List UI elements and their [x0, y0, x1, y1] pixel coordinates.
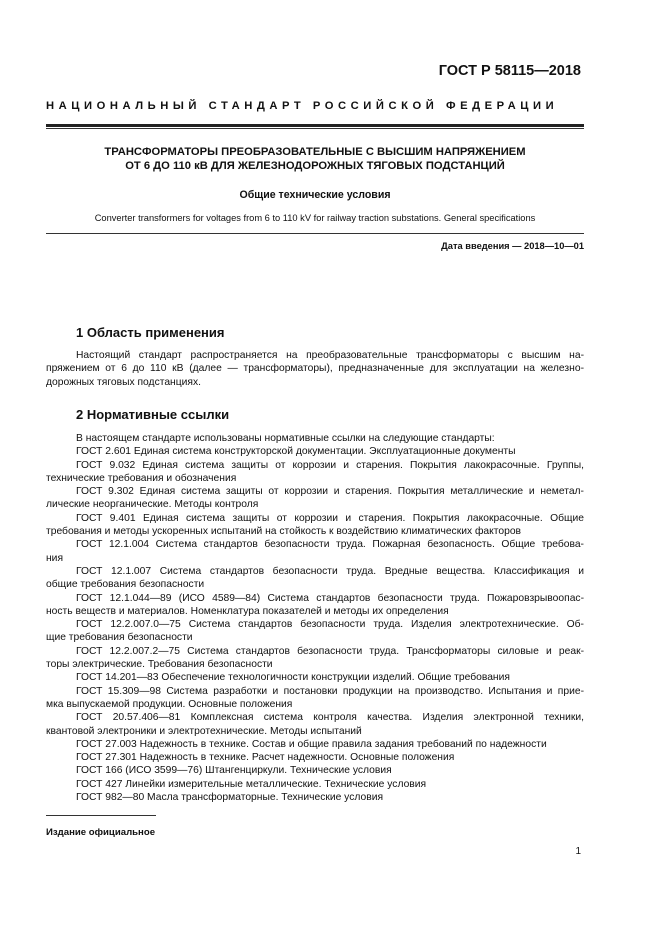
reference-line: ГОСТ 9.032 Единая система защиты от коррозии и старения. Покрытия лакокрасочные. Группы, — [76, 459, 584, 471]
section-2-body — [46, 432, 584, 804]
reference-line: ГОСТ 12.1.044—89 (ИСО 4589—84) Система стандартов безопасности труда. Пожаровзрывоопас- — [76, 592, 584, 604]
reference-line: лические неорганические. Методы контроля — [46, 499, 259, 511]
text-line: Настоящий стандарт распространяется на преобразовательные трансформаторы с высшим на- — [76, 350, 584, 361]
reference-line: требования и методы ускоренных испытаний на стойкость к воздействию климатических факторов — [46, 526, 522, 538]
introduction-date: Дата введения — 2018—10—01 — [441, 241, 584, 251]
document-subtitle: Общие технические условия — [239, 189, 391, 201]
section-1-body — [46, 349, 584, 389]
header-rule-thick — [46, 124, 584, 127]
reference-line: общие требования безопасности — [46, 579, 205, 591]
text-line: дорожных тяговых подстанциях. — [46, 376, 201, 388]
text-line: В настоящем стандарте использованы нормативные ссылки на следующие стандарты: — [76, 433, 495, 444]
reference-line: ГОСТ 2.601 Единая система конструкторской документации. Эксплуатационные документы — [76, 446, 516, 458]
reference-line: ГОСТ 9.302 Единая система защиты от коррозии и старения. Покрытия металлические и неметал- — [76, 486, 584, 498]
section-1-heading: 1 Область применения — [76, 325, 225, 340]
reference-line: ГОСТ 20.57.406—81 Комплексная система контроля качества. Изделия электронной техники, — [76, 712, 584, 724]
text-line: пряжением от 6 до 110 кВ (далее — трансформаторы), предназначенные для эксплуатации на железно- — [46, 363, 584, 375]
page-number: 1 — [575, 846, 581, 857]
national-standard-heading: НАЦИОНАЛЬНЫЙ СТАНДАРТ РОССИЙСКОЙ ФЕДЕРАЦИИ — [46, 100, 559, 112]
reference-line: мка выпускаемой продукции. Основные положения — [46, 698, 293, 710]
section-2-heading: 2 Нормативные ссылки — [76, 407, 230, 422]
reference-line: ГОСТ 14.201—83 Обеспечение технологичности конструкции изделий. Общие требования — [76, 672, 510, 684]
reference-line: торы электрические. Требования безопасности — [46, 659, 273, 671]
reference-line: ГОСТ 427 Линейки измерительные металлические. Технические условия — [76, 778, 427, 790]
reference-line: ГОСТ 166 (ИСО 3599—76) Штангенциркули. Технические условия — [76, 765, 392, 777]
reference-line: квантовой электроники и электротехнические. Методы испытаний — [46, 725, 362, 737]
document-title — [46, 145, 584, 173]
official-edition-label: Издание официальное — [46, 827, 156, 838]
title-line-2: ОТ 6 ДО 110 кВ ДЛЯ ЖЕЛЕЗНОДОРОЖНЫХ ТЯГОВЫХ ПОДСТАНЦИЙ — [125, 160, 505, 172]
reference-line: ГОСТ 9.401 Единая система защиты от коррозии и старения. Покрытия лакокрасочные. Общие — [76, 512, 584, 524]
document-designation: ГОСТ Р 58115—2018 — [438, 63, 581, 79]
reference-line: ГОСТ 12.1.007 Система стандартов безопасности труда. Вредные вещества. Классификация и — [76, 565, 584, 577]
reference-line: ния — [46, 552, 64, 564]
reference-line: ность веществ и материалов. Номенклатура показателей и методы их определения — [46, 605, 449, 617]
title-line-1: ТРАНСФОРМАТОРЫ ПРЕОБРАЗОВАТЕЛЬНЫЕ С ВЫСШИМ НАПРЯЖЕНИЕМ — [104, 146, 526, 158]
reference-line: щие требования безопасности — [46, 632, 193, 644]
reference-line: ГОСТ 27.003 Надежность в технике. Состав и общие правила задания требований по надежности — [76, 738, 547, 750]
reference-line: ГОСТ 15.309—98 Система разработки и постановки продукции на производство. Испытания и прие- — [76, 685, 584, 697]
reference-line: ГОСТ 12.2.007.2—75 Система стандартов безопасности труда. Трансформаторы силовые и реак- — [76, 645, 584, 657]
reference-line: технические требования и обозначения — [46, 472, 237, 484]
reference-line: ГОСТ 27.301 Надежность в технике. Расчет надежности. Основные положения — [76, 752, 455, 764]
reference-line: ГОСТ 12.2.007.0—75 Система стандартов безопасности труда. Изделия электротехнические. Об- — [76, 619, 584, 631]
reference-line: ГОСТ 982—80 Масла трансформаторные. Технические условия — [76, 792, 384, 804]
header-rule-thin — [46, 128, 584, 129]
footer-rule — [46, 815, 156, 816]
date-rule — [46, 233, 584, 234]
reference-line: ГОСТ 12.1.004 Система стандартов безопасности труда. Пожарная безопасность. Общие требова- — [76, 539, 584, 551]
english-title: Converter transformers for voltages from 6 to 110 kV for railway traction substations. General specifications — [94, 213, 536, 223]
